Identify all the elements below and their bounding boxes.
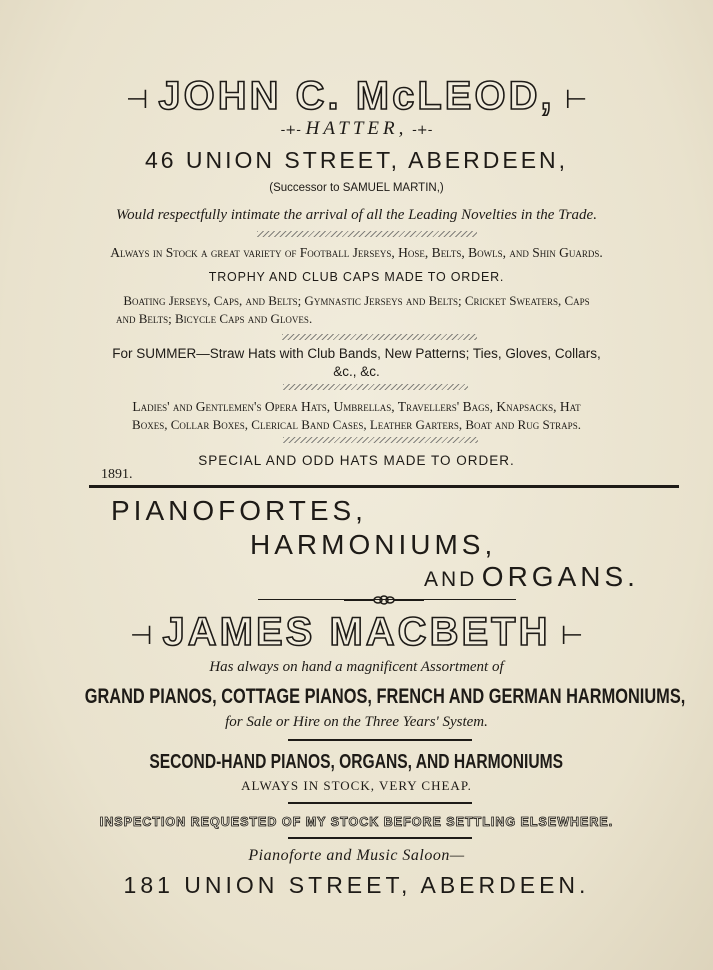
macbeth-harmoniums: HARMONIUMS, bbox=[250, 529, 497, 560]
macbeth-name-line bbox=[0, 608, 713, 660]
mcleod-intimation: Would respectfully intimate the arrival of all the Leading Novelties in the Trade. bbox=[116, 207, 597, 223]
mcleod-ladies-2-text: Boxes, Collar Boxes, Clerical Band Cases, Leather Garters, Boat and Rug Straps. bbox=[132, 417, 581, 432]
mcleod-successor: (Successor to SAMUEL MARTIN,) bbox=[269, 182, 444, 194]
ornament-right-icon: ⊢ bbox=[560, 620, 584, 651]
macbeth-and-organs bbox=[424, 560, 639, 599]
macbeth-grand-text: GRAND PIANOS, COTTAGE PIANOS, FRENCH AND GERMAN HARMONIUMS, bbox=[84, 685, 686, 708]
squiggle-divider bbox=[283, 437, 478, 443]
mcleod-boating-1-text: Boating Jerseys, Caps, and Belts; Gymnastic Jerseys and Belts; Cricket Sweaters, Caps bbox=[123, 293, 590, 308]
mcleod-summer-2: &c., &c. bbox=[333, 364, 380, 379]
mcleod-ladies-1-text: Ladies' and Gentlemen's Opera Hats, Umbrellas, Travellers' Bags, Knapsacks, Hat bbox=[132, 399, 581, 414]
mcleod-year: 1891. bbox=[101, 467, 133, 482]
macbeth-second-hand bbox=[0, 749, 713, 775]
mcleod-trade-line bbox=[0, 117, 713, 143]
macbeth-pianofortes: PIANOFORTES, bbox=[111, 495, 367, 526]
mcleod-name: JOHN C. McLEOD, bbox=[158, 74, 555, 118]
short-rule bbox=[288, 837, 472, 839]
macbeth-saloon: Pianoforte and Music Saloon— bbox=[248, 847, 465, 864]
macbeth-for-sale: for Sale or Hire on the Three Years' System. bbox=[225, 714, 488, 730]
mcleod-boating-1 bbox=[0, 292, 713, 310]
cross-ornament-right-icon: -+- bbox=[412, 123, 433, 138]
scroll-ornament-icon bbox=[344, 593, 424, 605]
ornament-right-icon: ⊢ bbox=[564, 84, 588, 115]
macbeth-inspection bbox=[0, 813, 713, 831]
squiggle-divider bbox=[283, 384, 468, 390]
macbeth-name: JAMES MACBETH bbox=[162, 610, 551, 654]
macbeth-second-hand-text: SECOND-HAND PIANOS, ORGANS, AND HARMONIUMS bbox=[149, 751, 564, 773]
macbeth-inspection-text: INSPECTION REQUESTED OF MY STOCK BEFORE SETTLING ELSEWHERE. bbox=[99, 815, 614, 829]
short-rule bbox=[288, 802, 472, 804]
macbeth-and: AND bbox=[424, 568, 478, 591]
mcleod-ladies-1 bbox=[0, 398, 713, 416]
mcleod-special: SPECIAL AND ODD HATS MADE TO ORDER. bbox=[198, 453, 515, 468]
squiggle-divider bbox=[257, 231, 477, 237]
section-divider bbox=[89, 485, 679, 488]
mcleod-stock bbox=[0, 244, 713, 262]
mcleod-address: 46 UNION STREET, ABERDEEN, bbox=[144, 147, 569, 173]
macbeth-grand bbox=[0, 683, 713, 710]
mcleod-boating-2 bbox=[116, 310, 312, 328]
mcleod-summer-1: For SUMMER—Straw Hats with Club Bands, New Patterns; Ties, Gloves, Collars, bbox=[112, 346, 601, 361]
macbeth-always-stock: ALWAYS IN STOCK, VERY CHEAP. bbox=[241, 778, 472, 793]
mcleod-stock-text: Always in Stock a great variety of Football Jerseys, Hose, Belts, Bowls, and Shin Guards. bbox=[110, 245, 603, 260]
ornament-left-icon: ⊣ bbox=[125, 84, 149, 115]
short-rule bbox=[288, 739, 472, 741]
macbeth-organs: ORGANS. bbox=[481, 561, 639, 592]
macbeth-has-always: Has always on hand a magnificent Assortment of bbox=[209, 659, 504, 675]
mcleod-ladies-2 bbox=[0, 416, 713, 434]
mcleod-trophy: TROPHY AND CLUB CAPS MADE TO ORDER. bbox=[208, 270, 505, 284]
mcleod-boating-2-text: and Belts; Bicycle Caps and Gloves. bbox=[116, 311, 313, 326]
squiggle-divider bbox=[282, 334, 477, 340]
macbeth-address: 181 UNION STREET, ABERDEEN. bbox=[123, 872, 590, 898]
cross-ornament-left-icon: -+- bbox=[280, 123, 301, 138]
ornament-left-icon: ⊣ bbox=[129, 620, 153, 651]
mcleod-trade: HATTER, bbox=[305, 118, 408, 139]
